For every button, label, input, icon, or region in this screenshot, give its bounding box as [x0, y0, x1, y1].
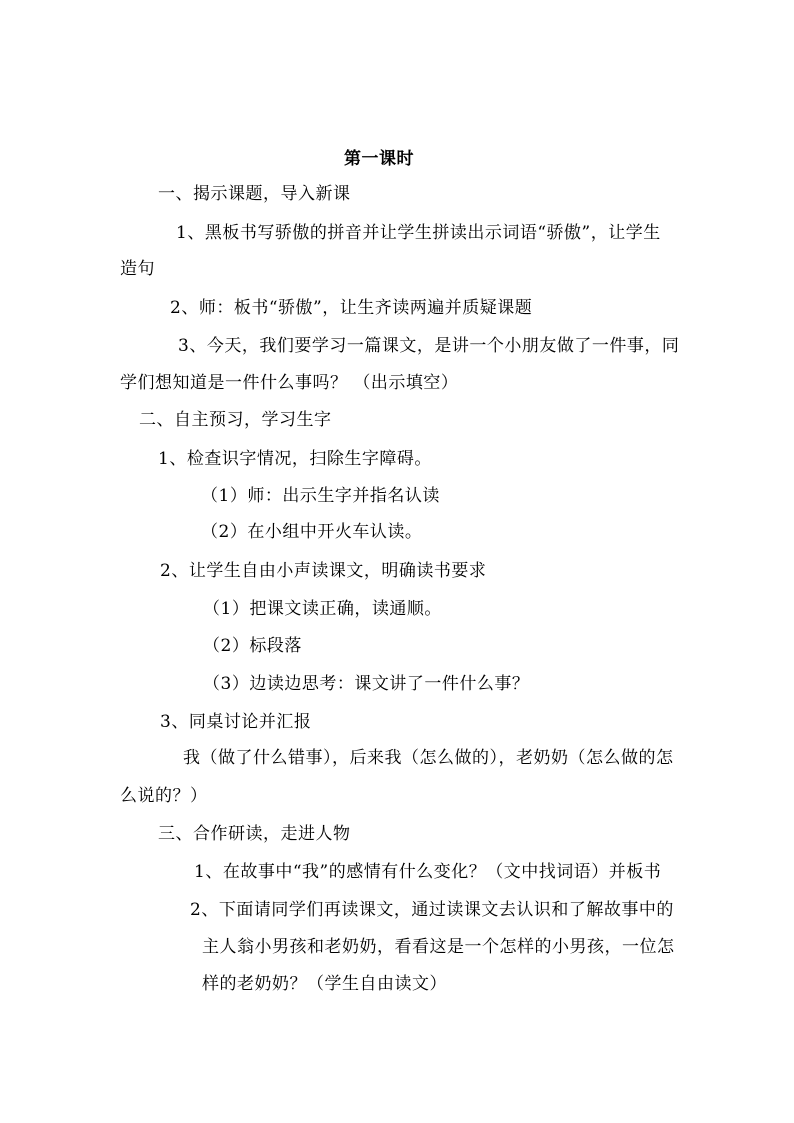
paragraph-line: 2、师：板书“骄傲”，让生齐读两遍并质疑课题	[170, 298, 533, 318]
lesson-title: 第一课时	[344, 149, 414, 169]
paragraph-line: 2、让学生自由小声读课文，明确读书要求	[160, 561, 487, 581]
paragraph-line: 学们想知道是一件什么事吗？ （出示填空）	[120, 373, 459, 393]
section-heading-1: 一、揭示课题，导入新课	[158, 184, 351, 204]
list-item: （2）在小组中开火车认读。	[201, 522, 423, 542]
paragraph-line: 2、下面请同学们再读课文，通过读课文去认识和了解故事中的	[190, 900, 674, 920]
list-item: （2）标段落	[203, 636, 302, 656]
list-item: （3）边读边思考：课文讲了一件什么事？	[203, 674, 530, 694]
section-heading-2: 二、自主预习，学习生字	[139, 410, 332, 430]
list-item: （1）师：出示生字并指名认读	[201, 486, 440, 506]
paragraph-line: 主人翁小男孩和老奶奶，看看这是一个怎样的小男孩，一位怎	[202, 937, 675, 957]
paragraph-line: 我（做了什么错事），后来我（怎么做的），老奶奶（怎么做的怎	[183, 748, 674, 768]
paragraph-line: 么说的？）	[120, 786, 208, 806]
paragraph-line: 1、检查识字情况，扫除生字障碍。	[158, 449, 432, 469]
paragraph-line: 造句	[120, 259, 155, 279]
paragraph-line: 样的老奶奶？（学生自由读文）	[202, 974, 447, 994]
list-item: （1）把课文读正确，读通顺。	[203, 599, 442, 619]
section-heading-3: 三、合作研读，走进人物	[158, 824, 351, 844]
paragraph-line: 1、黑板书写骄傲的拼音并让学生拼读出示词语“骄傲”，让学生	[176, 223, 661, 243]
paragraph-line: 1、在故事中“我”的感情有什么变化？（文中找词语）并板书	[194, 862, 662, 882]
paragraph-line: 3、同桌讨论并汇报	[160, 712, 312, 732]
paragraph-line: 3、今天，我们要学习一篇课文，是讲一个小朋友做了一件事，同	[178, 336, 680, 356]
